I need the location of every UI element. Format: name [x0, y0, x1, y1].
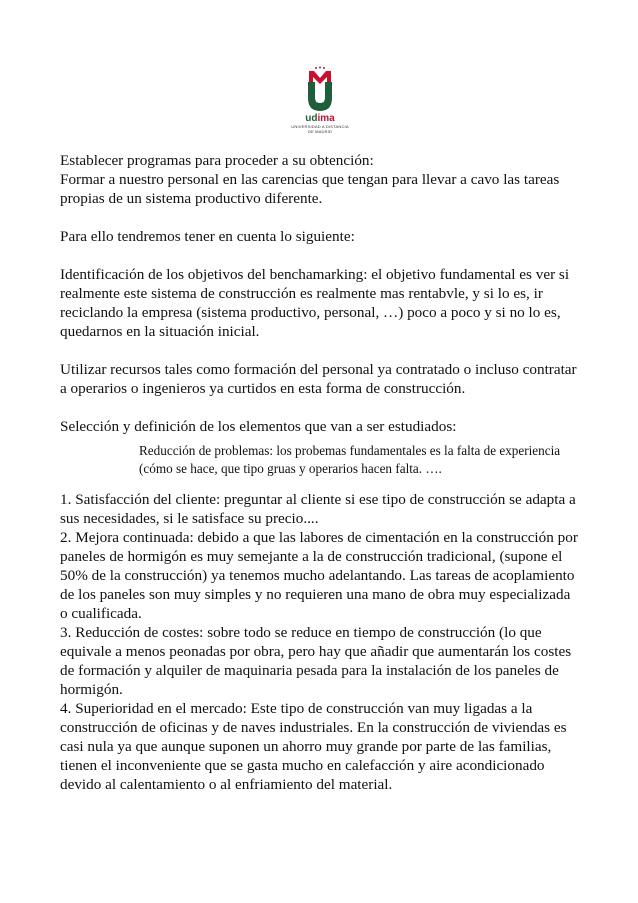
paragraph-4: Identificación de los objetivos del benchamarking: el objetivo fundamental es ver si realmente este sistema de construcción es realmente mas rentabvle, y si lo es, ir reciclando la empresa (sistema productivo, personal, …) poco a poco y si no lo es, quedarnos en la situación inicial. — [60, 266, 570, 340]
logo-subtitle-line-1: UNIVERSIDAD A DISTANCIA — [291, 124, 349, 129]
udima-logo — [284, 66, 356, 136]
udima-wordmark: udima — [305, 113, 335, 124]
paragraph-2: Formar a nuestro personal en las carencias que tengan para llevar a cavo las tareas propias de un sistema productivo diferente. — [60, 171, 560, 207]
paragraph-3: Para ello tendremos tener en cuenta lo siguiente: — [60, 228, 355, 245]
document-body — [60, 151, 580, 794]
list-item-1: 1. Satisfacción del cliente: preguntar al cliente si ese tipo de construcción se adapta a sus necesidades, si le satisface su precio.... — [60, 491, 576, 527]
indented-note: Reducción de problemas: los probemas fundamentales es la falta de experiencia (cómo se hace, que tipo gruas y operarios hacen falta. …. — [139, 443, 561, 476]
list-item-4: 4. Superioridad en el mercado: Este tipo de construcción van muy ligadas a la construcción de oficinas y de naves industriales. En la construcción de viviendas es casi nula ya que aunque suponen un ahorro muy grande por parte de las familias, tienen el inconveniente que se gasta mucho en calefacción y aire acondicionado devido al calentamiento o al enfriamiento del material. — [60, 700, 567, 793]
logo-subtitle-line-2: DE MADRID — [307, 129, 333, 134]
list-item-2: 2. Mejora continuada: debido a que las labores de cimentación en la construcción por paneles de hormigón es muy semejante a la de construcción tradicional, (supone el 50% de la construcción) ya tenemos mucho adelantando. Las tareas de acoplamiento de los paneles son muy simples y no requieren una mano de obra muy especializada o cualificada. — [60, 529, 578, 622]
paragraph-6: Selección y definición de los elementos que van a ser estudiados: — [60, 418, 457, 435]
paragraph-1: Establecer programas para proceder a su obtención: — [60, 152, 374, 169]
paragraph-5: Utilizar recursos tales como formación del personal ya contratado o incluso contratar a operarios o ingenieros ya curtidos en esta forma de construcción. — [60, 361, 577, 397]
list-item-3: 3. Reducción de costes: sobre todo se reduce en tiempo de construcción (lo que equivale a menos peonadas por obra, pero hay que añadir que aumentarán los costes de formación y alquiler de maquinaria pesada para la instalación de los paneles de hormigón. — [60, 624, 572, 698]
udima-emblem-icon — [300, 66, 340, 112]
